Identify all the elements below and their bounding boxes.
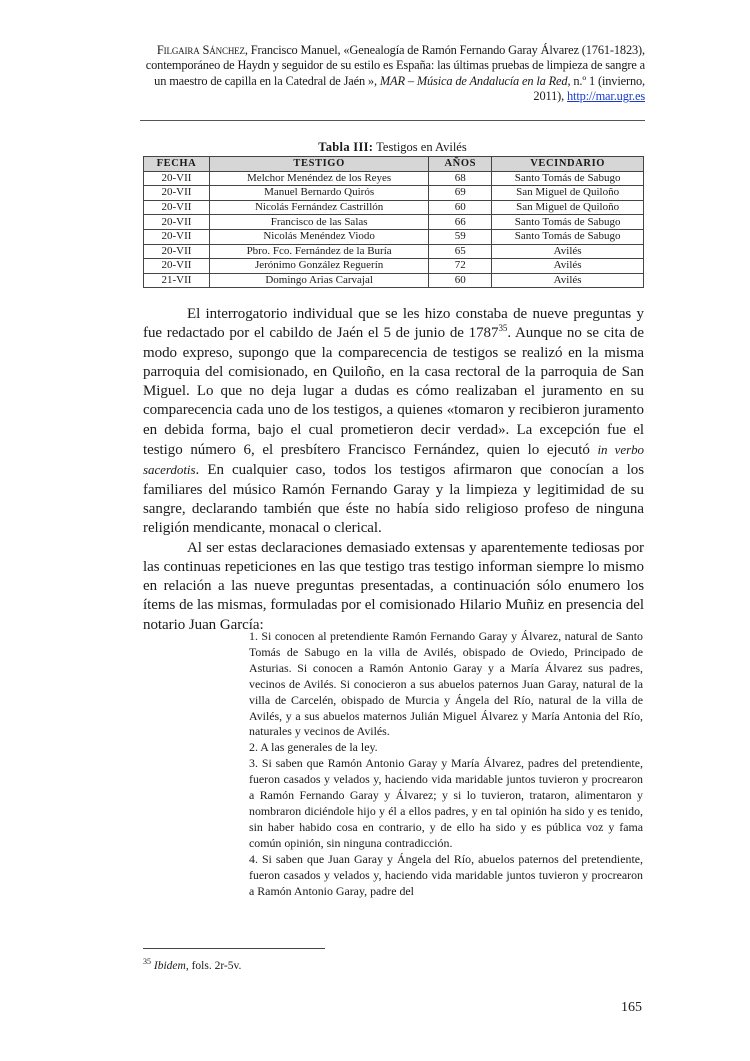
cell-testigo: Melchor Menéndez de los Reyes bbox=[209, 171, 428, 186]
footnote-divider bbox=[143, 948, 325, 949]
cell-anos: 60 bbox=[429, 200, 492, 215]
paragraph-text: . En cualquier caso, todos los testigos afirmaron que conocían a los familiares del músico Ramón Fernando Garay y la limpieza y legitimidad de su sangre, declarando también que éste no había sido religioso profeso de ninguna religión mendicante, monacal o clerical. bbox=[143, 462, 644, 537]
cell-testigo: Jerónimo González Reguerín bbox=[209, 259, 428, 274]
cell-vecindario: Avilés bbox=[492, 244, 644, 259]
cell-anos: 65 bbox=[429, 244, 492, 259]
witnesses-table bbox=[143, 156, 644, 288]
paragraph bbox=[143, 305, 644, 539]
header-divider bbox=[140, 120, 645, 121]
quote-item: 1. Si conocen al pretendiente Ramón Fernando Garay y Álvarez, natural de Santo Tomás de Sabugo en la villa de Avilés, obispado de Oviedo, Principado de Asturias. Si conocen a Ramón Antonio Garay y a María Álvarez sus padres, vecinos de Avilés. Si conocieron a sus abuelos paternos Juan Garay, natural de la villa de Carcelén, obispado de Murcia y Ángela del Río, natural de la villa de Avilés, y a sus abuelos maternos Julián Miguel Álvarez y María Antonia del Río, naturales y vecinos de Avilés. bbox=[249, 629, 643, 739]
table-caption bbox=[140, 140, 645, 155]
cell-anos: 68 bbox=[429, 171, 492, 186]
block-quote bbox=[249, 629, 643, 899]
cell-vecindario: Avilés bbox=[492, 259, 644, 274]
table-row bbox=[144, 171, 644, 186]
quote-item: 3. Si saben que Ramón Antonio Garay y María Álvarez, padres del pretendiente, fueron casados y velados y, haciendo vida maridable juntos tuvieron y procrearon a Ramón Fernando Garay y Álvarez; y si lo tuvieron, trataron, alimentaron y nombraron diciéndole hijo y él a ellos padres, y en tal opinión ha sido y es tenido, sin haber habido cosa en contrario, y de ello ha sido y es pública voz y fama común opinión, sin ninguna contradicción. bbox=[249, 756, 643, 850]
table-row bbox=[144, 186, 644, 201]
table-row bbox=[144, 259, 644, 274]
cell-testigo: Nicolás Fernández Castrillón bbox=[209, 200, 428, 215]
header-issue: , n.º 1 (invierno, 2011), bbox=[533, 73, 645, 104]
cell-fecha: 20-VII bbox=[144, 171, 210, 186]
cell-anos: 66 bbox=[429, 215, 492, 230]
latin-phrase: in verbo sacerdotis bbox=[143, 442, 644, 478]
column-header-vecindario: VECINDARIO bbox=[492, 157, 644, 172]
cell-testigo: Domingo Arias Carvajal bbox=[209, 273, 428, 288]
quote-item: 4. Si saben que Juan Garay y Ángela del Río, abuelos paternos del pretendiente, fueron casados y velados y, haciendo vida maridable juntos tuvieron y procrearon a Ramón Antonio Garay, padre del bbox=[249, 851, 643, 898]
header-author: Filgaira Sánchez bbox=[156, 43, 245, 57]
cell-fecha: 20-VII bbox=[144, 229, 210, 244]
cell-testigo: Nicolás Menéndez Viodo bbox=[209, 229, 428, 244]
body-text bbox=[143, 305, 644, 635]
table-row bbox=[144, 200, 644, 215]
table-row bbox=[144, 244, 644, 259]
column-header-fecha: FECHA bbox=[144, 157, 210, 172]
cell-fecha: 20-VII bbox=[144, 200, 210, 215]
cell-fecha: 21-VII bbox=[144, 273, 210, 288]
footnote-reference[interactable]: 35 bbox=[498, 323, 508, 334]
column-header-anos: AÑOS bbox=[429, 157, 492, 172]
table-row bbox=[144, 215, 644, 230]
cell-vecindario: San Miguel de Quiloño bbox=[492, 186, 644, 201]
cell-vecindario: Santo Tomás de Sabugo bbox=[492, 215, 644, 230]
table-caption-title: Testigos en Avilés bbox=[373, 140, 467, 154]
header-journal: MAR – Música de Andalucía en la Red bbox=[376, 73, 568, 88]
cell-fecha: 20-VII bbox=[144, 259, 210, 274]
footnote-text: , fols. 2r-5v. bbox=[185, 959, 242, 972]
footnote bbox=[143, 957, 241, 972]
cell-fecha: 20-VII bbox=[144, 244, 210, 259]
header-citation: , Francisco Manuel, «Genealogía de Ramón Fernando Garay Álvarez (1761-1823), contemporáneo de Haydn y seguidor de su estilo es España: las últimas pruebas de limpieza de sangre a un maestro de capilla en la Catedral de Jaén », bbox=[145, 43, 645, 88]
table-row bbox=[144, 229, 644, 244]
cell-vecindario: Santo Tomás de Sabugo bbox=[492, 171, 644, 186]
column-header-testigo: TESTIGO bbox=[209, 157, 428, 172]
footnote-number: 35 bbox=[143, 957, 151, 966]
paragraph-text: . Aunque no se cita de modo expreso, supongo que la comparecencia de testigos se realizó en la misma parroquia del comisionado, en Quiloño, en la casa rectoral de la parroquia de San Miguel. Lo que no deja lugar a dudas es cómo realizaban el juramento en su comparecencia cada uno de los testigos, a quienes «tomaron y recibieron juramento en debida forma, bajo el cual prometieron decir verdad». La excepción fue el testigo número 6, el presbítero Francisco Fernández, quien lo ejecutó bbox=[143, 325, 644, 459]
cell-vecindario: Santo Tomás de Sabugo bbox=[492, 229, 644, 244]
paragraph: Al ser estas declaraciones demasiado extensas y aparentemente tediosas por las continuas repeticiones en las que testigo tras testigo informan siempre lo mismo en relación a las nueve preguntas presentadas, a continuación sólo enumero los ítems de las mismas, formuladas por el comisionado Hilario Muñiz en presencia del notario Juan García: bbox=[143, 539, 644, 633]
header-url-link[interactable]: http://mar.ugr.es bbox=[567, 89, 645, 104]
cell-anos: 72 bbox=[429, 259, 492, 274]
cell-testigo: Pbro. Fco. Fernández de la Buría bbox=[209, 244, 428, 259]
page-number: 165 bbox=[621, 1000, 642, 1015]
cell-fecha: 20-VII bbox=[144, 186, 210, 201]
table-header-row bbox=[144, 157, 644, 172]
footnote-ibidem: Ibidem bbox=[153, 959, 186, 972]
cell-anos: 60 bbox=[429, 273, 492, 288]
cell-fecha: 20-VII bbox=[144, 215, 210, 230]
table-caption-label: Tabla III: bbox=[318, 140, 374, 154]
cell-testigo: Manuel Bernardo Quirós bbox=[209, 186, 428, 201]
cell-testigo: Francisco de las Salas bbox=[209, 215, 428, 230]
paragraph-text: El interrogatorio individual que se les hizo constaba de nueve preguntas y fue redactado por el cabildo de Jaén el 5 de junio de 1787 bbox=[143, 306, 644, 342]
quote-item: 2. A las generales de la ley. bbox=[249, 740, 378, 755]
table-row bbox=[144, 273, 644, 288]
cell-vecindario: San Miguel de Quiloño bbox=[492, 200, 644, 215]
cell-vecindario: Avilés bbox=[492, 273, 644, 288]
running-header bbox=[140, 43, 645, 105]
cell-anos: 69 bbox=[429, 186, 492, 201]
cell-anos: 59 bbox=[429, 229, 492, 244]
